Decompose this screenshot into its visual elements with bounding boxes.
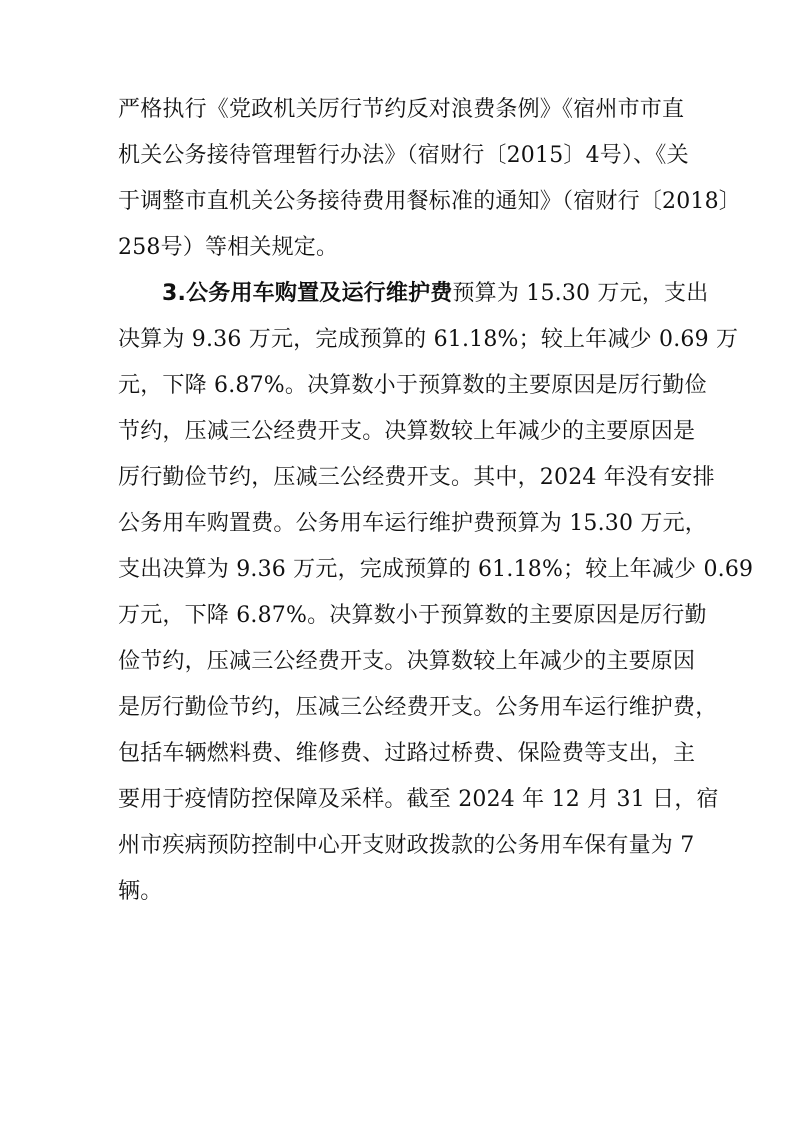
text-line: 公务用车购置费。公务用车运行维护费预算为 15.30 万元， (118, 511, 707, 536)
text-line: 俭节约，压减三公经费开支。决算数较上年减少的主要原因 (118, 649, 696, 674)
text-line: 机关公务接待管理暂行办法》（宿财行〔2015〕4号）、《关 (118, 143, 689, 168)
text-line: 厉行勤俭节约，压减三公经费开支。其中，2024 年没有安排 (118, 465, 715, 490)
text-line: 是厉行勤俭节约，压减三公经费开支。公务用车运行维护费， (118, 695, 718, 720)
paragraph-first-line (162, 279, 709, 309)
text-line: 于调整市直机关公务接待费用餐标准的通知》（宿财行〔2018〕 (118, 189, 741, 214)
text-line: 节约，压减三公经费开支。决算数较上年减少的主要原因是 (118, 419, 696, 444)
text-line: 支出决算为 9.36 万元，完成预算的 61.18%；较上年减少 0.69 (118, 557, 754, 582)
section-heading: 3.公务用车购置及运行维护费 (162, 281, 453, 306)
text-line: 包括车辆燃料费、维修费、过路过桥费、保险费等支出，主 (118, 741, 696, 766)
text-line: 258号）等相关规定。 (118, 235, 339, 260)
text-line: 辆。 (118, 879, 163, 904)
text-line: 要用于疫情防控保障及采样。截至 2024 年 12 月 31 日，宿 (118, 787, 719, 812)
text-line: 元，下降 6.87%。决算数小于预算数的主要原因是厉行勤俭 (118, 373, 707, 398)
text-line: 严格执行《党政机关厉行节约反对浪费条例》《宿州市市直 (118, 97, 685, 122)
text-span: 预算为 15.30 万元，支出 (452, 281, 709, 306)
text-line: 决算为 9.36 万元，完成预算的 61.18%；较上年减少 0.69 万 (118, 327, 739, 352)
text-line: 州市疾病预防控制中心开支财政拨款的公务用车保有量为 7 (118, 833, 695, 858)
text-line: 万元，下降 6.87%。决算数小于预算数的主要原因是厉行勤 (118, 603, 707, 628)
